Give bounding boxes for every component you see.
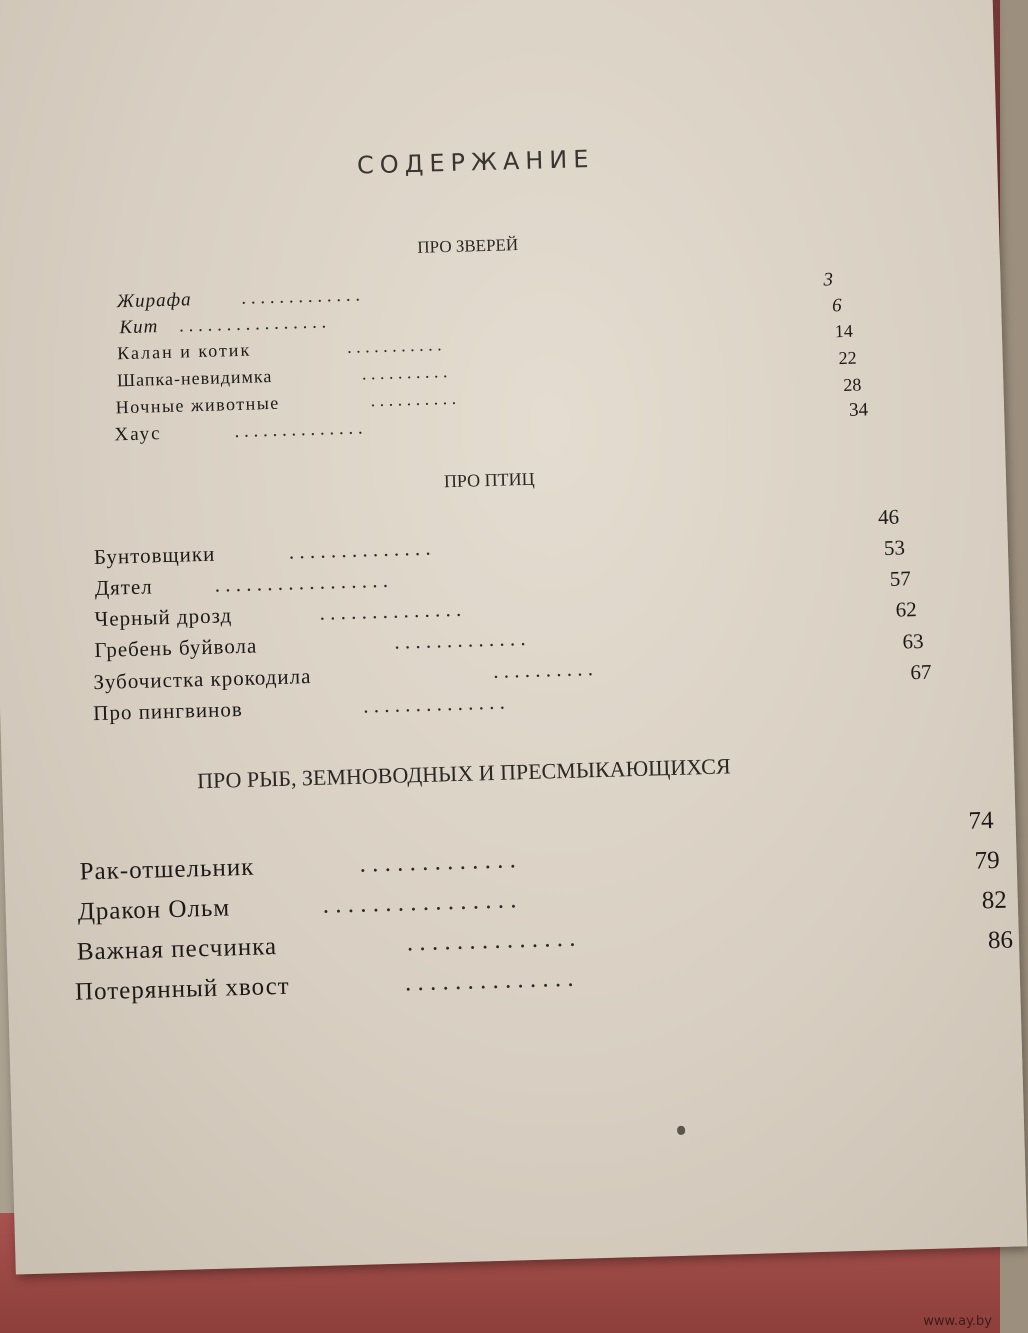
leader-dots: . . . . . . . . . . . . . .	[234, 417, 363, 443]
leader-dots: . . . . . . . . . .	[361, 361, 448, 384]
entry-title: Кит	[119, 316, 159, 339]
ink-speck	[677, 1126, 685, 1135]
entry-page: 63	[902, 628, 924, 654]
entry-title: Ночные животные	[115, 392, 281, 418]
entry-page: 67	[910, 659, 932, 685]
leader-dots: . . . . . . . . . .	[370, 387, 457, 411]
leader-dots: . . . . . . . . . . .	[346, 334, 442, 357]
entry-title: Черный дрозд	[94, 603, 233, 632]
leader-dots: . . . . . . . . . .	[492, 656, 594, 683]
entry-page: 28	[843, 374, 862, 396]
entry-page: 79	[974, 846, 1001, 875]
entry-page: 6	[831, 295, 842, 317]
page-title: СОДЕРЖАНИЕ	[356, 144, 595, 180]
leader-dots: . . . . . . . . . . . . . . . . .	[214, 567, 389, 597]
leader-dots: . . . . . . . . . . . . .	[359, 846, 517, 878]
entry-page: 14	[834, 320, 854, 342]
entry-title: Зубочистка крокодила	[93, 664, 312, 695]
entry-page: 57	[889, 566, 912, 591]
entry-title: Шапка-невидимка	[116, 365, 273, 391]
entry-title: Потерянный хвост	[74, 972, 291, 1006]
entry-title: Калан и котик	[116, 339, 252, 364]
watermark: www.ay.by	[923, 1314, 992, 1329]
section-heading-animals: ПРО ЗВЕРЕЙ	[417, 235, 519, 257]
section-heading-birds: ПРО ПТИЦ	[443, 468, 535, 492]
entry-page: 82	[981, 886, 1008, 915]
entry-title: Про пингвинов	[92, 696, 244, 726]
leader-dots: . . . . . . . . . . . . . . . .	[179, 311, 327, 337]
entry-title: Жирафа	[116, 289, 192, 313]
leader-dots: . . . . . . . . . . . . . .	[288, 535, 431, 564]
leader-dots: . . . . . . . . . . . . .	[241, 284, 361, 309]
entry-page: 86	[987, 926, 1014, 955]
entry-page: 62	[895, 597, 917, 622]
entry-title: Гребень буйвола	[94, 633, 258, 663]
section-heading-fish-reptiles: ПРО РЫБ, ЗЕМНОВОДНЫХ И ПРЕСМЫКАЮЩИХСЯ	[196, 753, 731, 794]
entry-title: Хаус	[114, 423, 162, 446]
entry-title: Рак-отшельник	[79, 853, 255, 886]
leader-dots: . . . . . . . . . . . . . .	[406, 924, 576, 957]
entry-page: 46	[877, 504, 900, 530]
entry-page: 53	[883, 535, 906, 560]
entry-page: 22	[838, 347, 857, 369]
entry-title: Дракон Ольм	[77, 894, 231, 926]
leader-dots: . . . . . . . . . . . . . .	[404, 964, 574, 997]
leader-dots: . . . . . . . . . . . . . .	[319, 596, 462, 625]
leader-dots: . . . . . . . . . . . . . . . .	[322, 886, 517, 919]
entry-title: Бунтовщики	[93, 541, 216, 570]
entry-title: Дятел	[94, 574, 154, 601]
leader-dots: . . . . . . . . . . . . .	[394, 626, 526, 654]
entry-title: Важная песчинка	[76, 933, 278, 966]
entry-page: 3	[823, 269, 834, 291]
leader-dots: . . . . . . . . . . . . . .	[362, 689, 506, 718]
entry-page: 74	[968, 807, 994, 835]
entry-page: 34	[848, 399, 869, 421]
